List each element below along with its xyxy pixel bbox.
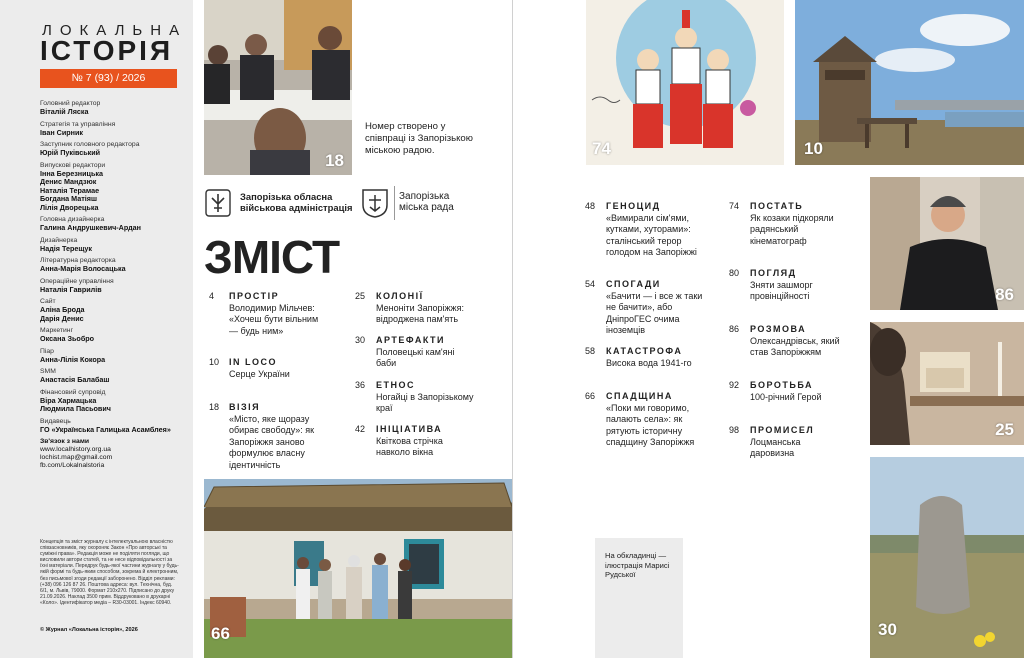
staff-name: Наталія Гаврилів (40, 284, 102, 294)
entry-title: Зняти зашморг провінційності (750, 280, 813, 302)
issue-number-badge: № 7 (93) / 2026 (40, 69, 177, 88)
staff-name: Віра Хармацька (40, 395, 97, 405)
city-council-emblem-icon (360, 187, 390, 219)
contents-entry[interactable] (209, 291, 359, 336)
entry-title: «Вимирали сім'ями, кутками, хуторами»: сталінський терор голодом на Запоріжжі (606, 213, 697, 258)
entry-title: Як козаки підкоряли радянський кінематограф (750, 213, 834, 246)
entry-section: СПАДЩИНА (606, 391, 673, 401)
contents-entry[interactable] (585, 279, 735, 339)
entry-page-number: 74 (729, 201, 740, 211)
contents-entry[interactable] (585, 391, 735, 451)
staff-role: Видавець (40, 417, 71, 425)
copyright: © Журнал «Локальна історія», 2026 (40, 627, 138, 633)
staff-name: Денис Мандзюк (40, 177, 97, 186)
contents-entry[interactable] (585, 201, 735, 261)
entry-page-number: 25 (355, 291, 366, 301)
staff-role: Дизайнерка (40, 236, 78, 244)
contact-label: Зв'язок з нами (40, 438, 90, 445)
staff-role: Піар (40, 347, 54, 355)
staff-role: Операційне управління (40, 277, 114, 285)
photo-house-group (204, 479, 512, 658)
cover-note: На обкладинці — ілюстрація Марисі Рудської (595, 538, 683, 658)
staff-name: Богдана Матіяш (40, 194, 97, 203)
staff-role: Головний редактор (40, 100, 101, 107)
staff-role: Сайт (40, 298, 56, 305)
staff-name: Надія Терещук (40, 243, 93, 253)
entry-page-number: 36 (355, 380, 366, 390)
partners-note: Номер створено у співпраці із Запорізькою міською радою. (365, 121, 473, 156)
staff-name: Інна Березницька (40, 168, 103, 178)
staff-role: Літературна редакторка (40, 257, 116, 264)
entry-title: Ногайці в Запорізькому краї (376, 392, 474, 414)
entry-page-number: 10 (209, 357, 220, 367)
contents-entry[interactable] (209, 357, 359, 397)
staff-role: Фінансовий супровід (40, 388, 106, 396)
staff-role: Стратегія та управління (40, 120, 116, 128)
entry-page-number: 54 (585, 279, 596, 289)
photo-page-number: 74 (592, 139, 611, 158)
staff-role: SMM (40, 368, 56, 375)
photo-page-number: 30 (878, 620, 897, 639)
photo-meeting (204, 0, 352, 175)
entry-page-number: 30 (355, 335, 366, 345)
photo-portrait-man (870, 177, 1024, 310)
entry-title: 100-річний Герой (750, 392, 822, 402)
contents-entry[interactable] (209, 402, 359, 470)
entry-page-number: 80 (729, 268, 740, 278)
entry-title: Лоцманська даровизна (750, 437, 801, 459)
legal-notice: Концепція та зміст журналу є інтелектуальною власністю співзасновників, яку охороняє Закон «Про авторські та суміжні права». Редакція може не поділяти погляди, що висловили автори статей, та не несе відповідальності за їхні матеріали. Передрук будь-якої частини журналу у будь-якій формі та будь-яким способом, зокрема й електронним, без письмової згоди редакції заборонено. Відділ реклами: (+38) 096 126 87 26. Поштова адреса: вул. Технічна, буд. 6/1, м. Львів, 79000. Формат 210х270. Підписано до друку 21.09.2026. Наклад 3500 прим. Віддруковано в друкарні «Коло». Ідентифікатор медіа – R30-03001. Індекс 60940. (40, 539, 179, 606)
contents-entry[interactable] (355, 291, 505, 331)
contact-link[interactable]: lochist.map@gmail.com (40, 454, 113, 461)
entry-page-number: 66 (585, 391, 596, 401)
entry-page-number: 18 (209, 402, 220, 412)
entry-section: ГЕНОЦИД (606, 201, 661, 211)
entry-section: ПОСТАТЬ (750, 201, 804, 211)
contents-title: ЗМІСТ (204, 231, 340, 283)
logo-top-word: ЛОКАЛЬНА (42, 22, 188, 39)
page-spine (512, 0, 513, 658)
contact-link[interactable]: www.localhistory.org.ua (40, 446, 111, 453)
contents-entry[interactable] (729, 324, 879, 384)
staff-name: Наталія Терамае (40, 185, 100, 195)
photo-page-number: 66 (211, 624, 230, 643)
entry-title: Квіткова стрічка навколо вікна (376, 436, 443, 458)
illustration-cossacks (586, 0, 784, 165)
entry-section: БОРОТЬБА (750, 380, 813, 390)
staff-name: Юрій Пуківський (40, 148, 101, 157)
entry-section: ПРОМИСЕЛ (750, 425, 815, 435)
entry-section: ВІЗІЯ (229, 402, 261, 412)
entry-page-number: 48 (585, 201, 596, 211)
staff-name: Оксана Зьобро (40, 334, 95, 343)
staff-name: Лілія Дворецька (40, 202, 99, 212)
entry-section: ПОГЛЯД (750, 268, 797, 278)
staff-name: Анастасія Балабаш (40, 375, 110, 384)
contents-entry[interactable] (729, 268, 879, 328)
entry-section: РОЗМОВА (750, 324, 807, 334)
entry-section: ПРОСТІР (229, 291, 280, 301)
entry-section: СПОГАДИ (606, 279, 661, 289)
entry-title: Олександрівськ, який став Запоріжжям (750, 336, 840, 358)
contents-entry[interactable] (355, 424, 505, 464)
contents-entry[interactable] (355, 335, 505, 375)
oblast-administration-emblem-icon (204, 188, 232, 218)
staff-name: Анна-Лілія Кокора (40, 354, 106, 364)
staff-role: Випускові редактори (40, 161, 106, 169)
entry-section: КОЛОНІЇ (376, 291, 424, 301)
entry-section: ЕТНОС (376, 380, 415, 390)
entry-page-number: 92 (729, 380, 740, 390)
entry-section: АРТЕФАКТИ (376, 335, 446, 345)
entry-section: ІНІЦІАТИВА (376, 424, 443, 434)
contact-link[interactable]: fb.com/Lokalnalstoria (40, 462, 105, 469)
photo-page-number: 25 (995, 420, 1014, 439)
entry-page-number: 58 (585, 346, 596, 356)
photo-stone-idol (870, 457, 1024, 658)
photo-page-number: 86 (995, 285, 1014, 304)
staff-role: Маркетинг (40, 327, 74, 334)
entry-page-number: 86 (729, 324, 740, 334)
entry-section: IN LOCO (229, 357, 277, 367)
entry-title: «Поки ми говоримо, палають села»: як рятують історичну спадщину Запоріжжя (606, 403, 695, 448)
partner-divider (394, 186, 395, 220)
entry-page-number: 98 (729, 425, 740, 435)
staff-list (40, 100, 188, 470)
entry-page-number: 4 (209, 291, 215, 301)
entry-page-number: 42 (355, 424, 366, 434)
staff-role: Головна дизайнерка (40, 216, 105, 223)
staff-name: Анна-Марія Волосацька (40, 264, 126, 273)
entry-title: Висока вода 1941-го (606, 358, 692, 368)
illustration-interior (870, 322, 1024, 445)
photo-page-number: 10 (804, 139, 823, 158)
entry-title: «Місто, яке щоразу обирає свободу»: як Запоріжжя заново формулює власну ідентичність (229, 414, 315, 470)
staff-name: Аліна Брода (40, 305, 85, 314)
contents-entry[interactable] (729, 425, 879, 485)
staff-name: Віталій Ляска (40, 107, 89, 116)
entry-title: «Бачити — і все ж таки не бачити», або ДніпроГЕС очима іноземців (606, 291, 703, 336)
staff-name: Дарія Денис (40, 313, 84, 323)
entry-title: Меноніти Запоріжжя: відроджена пам'ять (376, 303, 464, 325)
contents-entry[interactable] (729, 201, 879, 261)
staff-name: Галина Андрушкевич-Ардан (40, 223, 141, 232)
partner-city-council: Запорізька міська рада (399, 191, 454, 213)
contents-entry[interactable] (355, 380, 505, 420)
staff-name: Іван Сирник (40, 127, 84, 137)
entry-title: Серце України (229, 369, 290, 379)
staff-role: Заступник головного редактора (40, 141, 140, 148)
logo-main-word: ІСТОРІЯ (40, 35, 174, 66)
partner-oblast-administration: Запорізька обласна військова адміністрація (240, 191, 353, 213)
staff-name: ГО «Українська Галицька Асамблея» (40, 424, 171, 434)
entry-title: Половецькі кам'яні баби (376, 347, 455, 369)
photo-page-number: 18 (325, 151, 344, 170)
entry-title: Володимир Мільчев: «Хочеш бути вільним — будь ним» (229, 303, 319, 336)
photo-watchtower (795, 0, 1024, 165)
staff-name: Людмила Пасьович (40, 404, 111, 413)
entry-section: КАТАСТРОФА (606, 346, 683, 356)
